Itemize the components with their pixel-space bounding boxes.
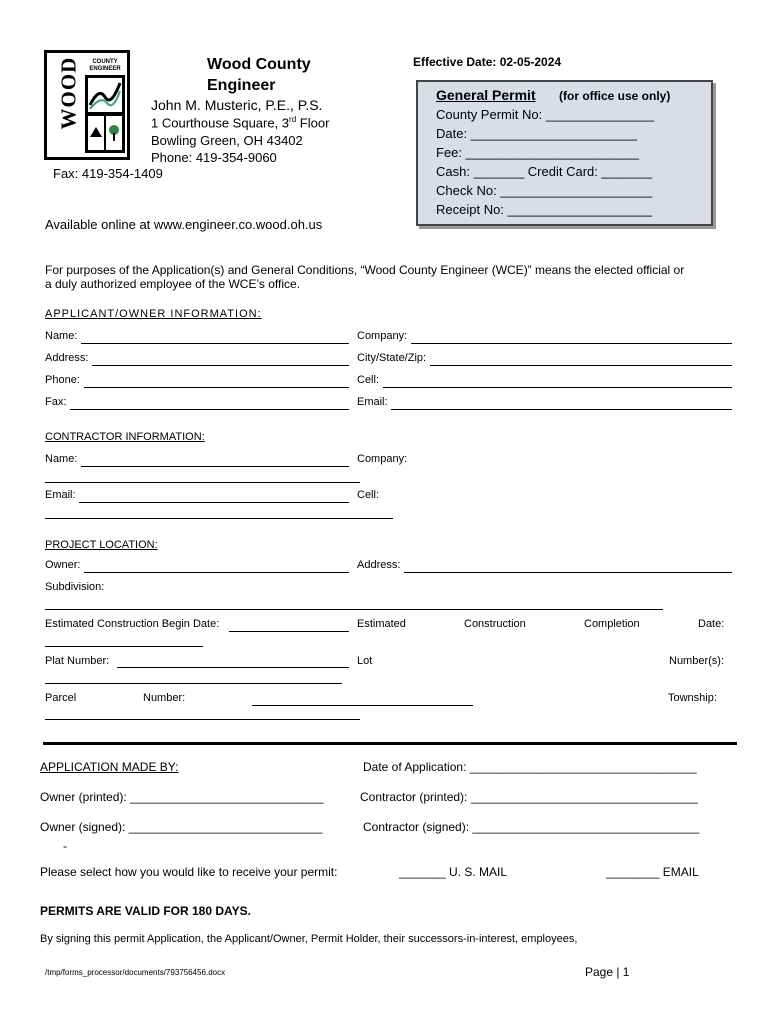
receive-permit-label: Please select how you would like to receive your permit: [40, 865, 338, 879]
website-text: Available online at www.engineer.co.wood.oh.us [45, 217, 323, 232]
applicant-cell-label: Cell: [357, 374, 380, 386]
signing-text: By signing this permit Application, the Applicant/Owner, Permit Holder, their successors-in-interest, employees, [40, 933, 578, 945]
us-mail-option[interactable]: _______ U. S. MAIL [399, 865, 508, 879]
applicant-cell-input[interactable] [383, 387, 732, 388]
plat-number-input[interactable] [117, 667, 349, 668]
applicant-phone-label: Phone: [45, 374, 80, 386]
applicant-name-input[interactable] [81, 343, 349, 344]
applicant-email-label: Email: [357, 396, 388, 408]
cash-credit-field[interactable]: Cash: _______ Credit Card: _______ [436, 164, 653, 179]
township-label: Township: [668, 692, 717, 704]
township-input[interactable] [45, 719, 360, 720]
project-owner-label: Owner: [45, 559, 81, 571]
effective-date: Effective Date: 02-05-2024 [413, 55, 562, 69]
contractor-name-label: Name: [45, 453, 78, 465]
plat-number-label: Plat Number: [45, 655, 110, 667]
project-owner-input[interactable] [84, 572, 349, 573]
contractor-company-label: Company: [357, 453, 408, 465]
owner-printed-field[interactable]: Owner (printed): _____________________________ [40, 790, 324, 804]
intro-line1: For purposes of the Application(s) and General Conditions, “Wood County Engineer (WCE)” means the elected official or [45, 263, 685, 277]
contractor-heading: CONTRACTOR INFORMATION: [45, 431, 205, 443]
applicant-company-label: Company: [357, 330, 408, 342]
check-no-field[interactable]: Check No: _____________________ [436, 183, 653, 198]
project-heading: PROJECT LOCATION: [45, 539, 158, 551]
completion-date-input[interactable] [45, 646, 203, 647]
org-title-line2: Engineer [207, 77, 276, 94]
applicant-heading: APPLICANT/OWNER INFORMATION: [45, 308, 262, 320]
applicant-fax-input[interactable] [70, 409, 349, 410]
email-option[interactable]: ________ EMAIL [606, 865, 699, 879]
parcel-label: Parcel [45, 692, 77, 704]
office-box-subtitle: (for office use only) [559, 89, 671, 103]
applicant-city-input[interactable] [430, 365, 732, 366]
est-begin-label: Estimated Construction Begin Date: [45, 618, 220, 630]
est-begin-input[interactable] [229, 631, 349, 632]
applicant-city-label: City/State/Zip: [357, 352, 427, 364]
made-by-heading: APPLICATION MADE BY: [40, 760, 179, 774]
org-title-line1: Wood County [207, 56, 311, 73]
contractor-company-input[interactable] [45, 482, 360, 483]
county-permit-no-field[interactable]: County Permit No: _______________ [436, 107, 655, 122]
project-address-label: Address: [357, 559, 401, 571]
wood-county-logo [44, 50, 130, 160]
fee-field[interactable]: Fee: ________________________ [436, 145, 640, 160]
estimated-label: Estimated [357, 618, 406, 630]
completion-label: Completion [584, 618, 640, 630]
permits-valid-text: PERMITS ARE VALID FOR 180 DAYS. [40, 904, 251, 918]
parcel-number-label: Number: [143, 692, 186, 704]
subdivision-input[interactable] [45, 609, 663, 610]
contractor-email-label: Email: [45, 489, 76, 501]
applicant-address-input[interactable] [92, 365, 349, 366]
applicant-company-input[interactable] [411, 343, 732, 344]
page-number: Page | 1 [585, 965, 630, 979]
phone-number: Phone: 419-354-9060 [151, 150, 277, 165]
lot-numbers-input[interactable] [45, 683, 342, 684]
applicant-fax-label: Fax: [45, 396, 67, 408]
logo-wood-text: WOOD [56, 56, 81, 130]
contractor-email-input[interactable] [79, 502, 349, 503]
date-of-application-field[interactable]: Date of Application: __________________________________ [363, 760, 697, 774]
parcel-number-input[interactable] [252, 705, 473, 706]
project-address-input[interactable] [404, 572, 732, 573]
fax-number: Fax: 419-354-1409 [53, 166, 163, 181]
section-divider [43, 742, 737, 745]
contractor-printed-field[interactable]: Contractor (printed): __________________________________ [360, 790, 698, 804]
intro-line2: a duly authorized employee of the WCE’s office. [45, 277, 301, 291]
contractor-cell-label: Cell: [357, 489, 380, 501]
engineer-name: John M. Musteric, P.E., P.S. [151, 97, 323, 113]
address-line1: 1 Courthouse Square, 3rd Floor [151, 115, 330, 131]
applicant-name-label: Name: [45, 330, 78, 342]
logo-emblem-icon [85, 75, 125, 153]
applicant-address-label: Address: [45, 352, 89, 364]
footer-file-path: /tmp/forms_processor/documents/793756456.docx [45, 968, 226, 977]
subdivision-label: Subdivision: [45, 581, 105, 593]
contractor-cell-input[interactable] [45, 518, 393, 519]
applicant-phone-input[interactable] [84, 387, 349, 388]
lot-label: Lot [357, 655, 373, 667]
contractor-signed-field[interactable]: Contractor (signed): __________________________________ [363, 820, 700, 834]
completion-date-label: Date: [698, 618, 725, 630]
applicant-email-input[interactable] [391, 409, 732, 410]
office-box-title: General Permit [436, 87, 536, 103]
owner-signed-field[interactable]: Owner (signed): _____________________________ [40, 820, 323, 834]
address-line2: Bowling Green, OH 43402 [151, 133, 303, 148]
receipt-no-field[interactable]: Receipt No: ____________________ [436, 202, 653, 217]
lot-numbers-label: Number(s): [669, 655, 725, 667]
dash-mark: - [63, 839, 67, 853]
contractor-name-input[interactable] [81, 466, 349, 467]
construction-label: Construction [464, 618, 526, 630]
logo-county-text: COUNTY ENGINEER [89, 59, 121, 72]
office-date-field[interactable]: Date: _______________________ [436, 126, 637, 141]
